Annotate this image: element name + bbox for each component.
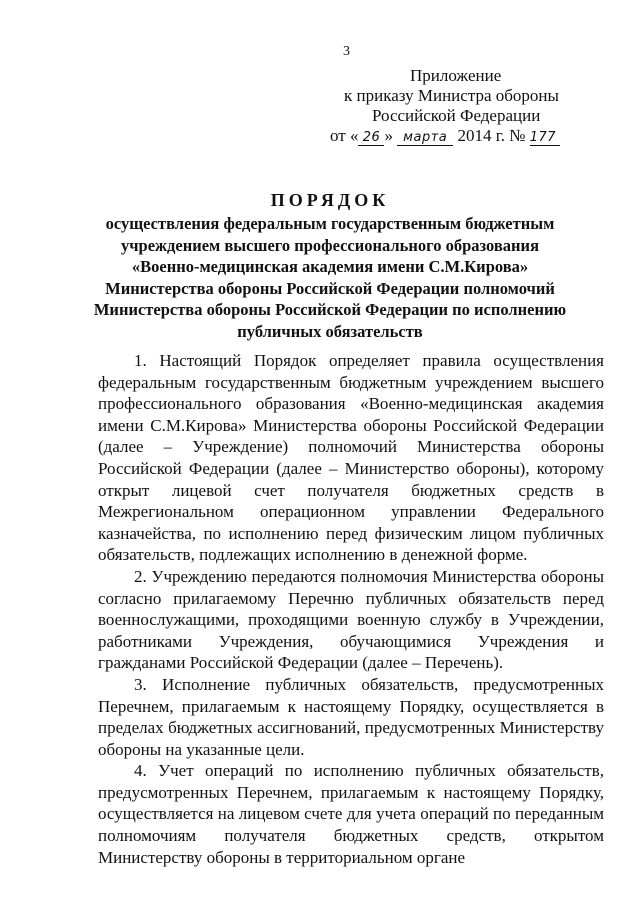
appendix-block	[330, 66, 620, 146]
year-text: 2014 г. №	[457, 126, 526, 145]
subtitle-line: учреждением высшего профессионального образования	[121, 235, 539, 255]
document-subtitle	[60, 213, 600, 342]
document-body	[98, 350, 604, 868]
subtitle-line: Министерства обороны Российской Федерации по исполнению	[93, 300, 567, 319]
appendix-order-ref: к приказу Министра обороны	[344, 86, 559, 105]
paragraph-1: 1. Настоящий Порядок определяет правила осуществления федеральным государственным бюджетным учреждением высшего профессионального образования «Военно-медицинская академия имени С.М.Кирова» Министерства обороны Российской Федерации (далее – Учреждение) полномочий Министерства обороны Российской Федерации (далее – Министерство обороны), которому открыт лицевой счет получателя бюджетных средств в Межрегиональном операционном управлении Федерального казначейства, по исполнению перед физическим лицом публичных обязательств, подлежащих исполнению в денежной форме.	[98, 351, 604, 565]
date-prefix: от «	[330, 126, 359, 145]
document-title: ПОРЯДОК	[270, 190, 390, 210]
subtitle-line: осуществления федеральным государственным бюджетным	[105, 214, 555, 233]
paragraph-4: 4. Учет операций по исполнению публичных обязательств, предусмотренных Перечнем, прилагаемым к настоящему Порядку, осуществляется на лицевом счете для учета операций по переданным полномочиям получателя бюджетных средств, открытом Министерству обороны в территориальном органе	[98, 761, 604, 867]
paragraph-2: 2. Учреждению передаются полномочия Министерства обороны согласно прилагаемому Перечню публичных обязательств перед военнослужащими, проходящими военную службу в Учреждении, работниками Учреждения, обучающимися Учреждения и гражданами Российской Федерации (далее – Перечень).	[98, 566, 604, 673]
handwritten-order-number: 177	[530, 131, 560, 146]
page-number: 3	[343, 44, 350, 59]
paragraph-3: 3. Исполнение публичных обязательств, предусмотренных Перечнем, прилагаемым к настоящему Порядку, осуществляется в пределах бюджетных ассигнований, предусмотренных Министерству обороны на указанные цели.	[98, 674, 604, 759]
subtitle-line: публичных обязательств	[237, 321, 423, 341]
subtitle-line: Министерства обороны Российской Федерации полномочий	[105, 278, 555, 298]
date-quote-close: »	[384, 126, 393, 145]
handwritten-day: 26	[358, 131, 384, 146]
subtitle-line: «Военно-медицинская академия имени С.М.Кирова»	[131, 257, 529, 276]
appendix-date-line	[330, 126, 620, 146]
appendix-title: Приложение	[410, 66, 502, 85]
appendix-country: Российской Федерации	[372, 106, 541, 125]
handwritten-month: марта	[397, 131, 453, 146]
